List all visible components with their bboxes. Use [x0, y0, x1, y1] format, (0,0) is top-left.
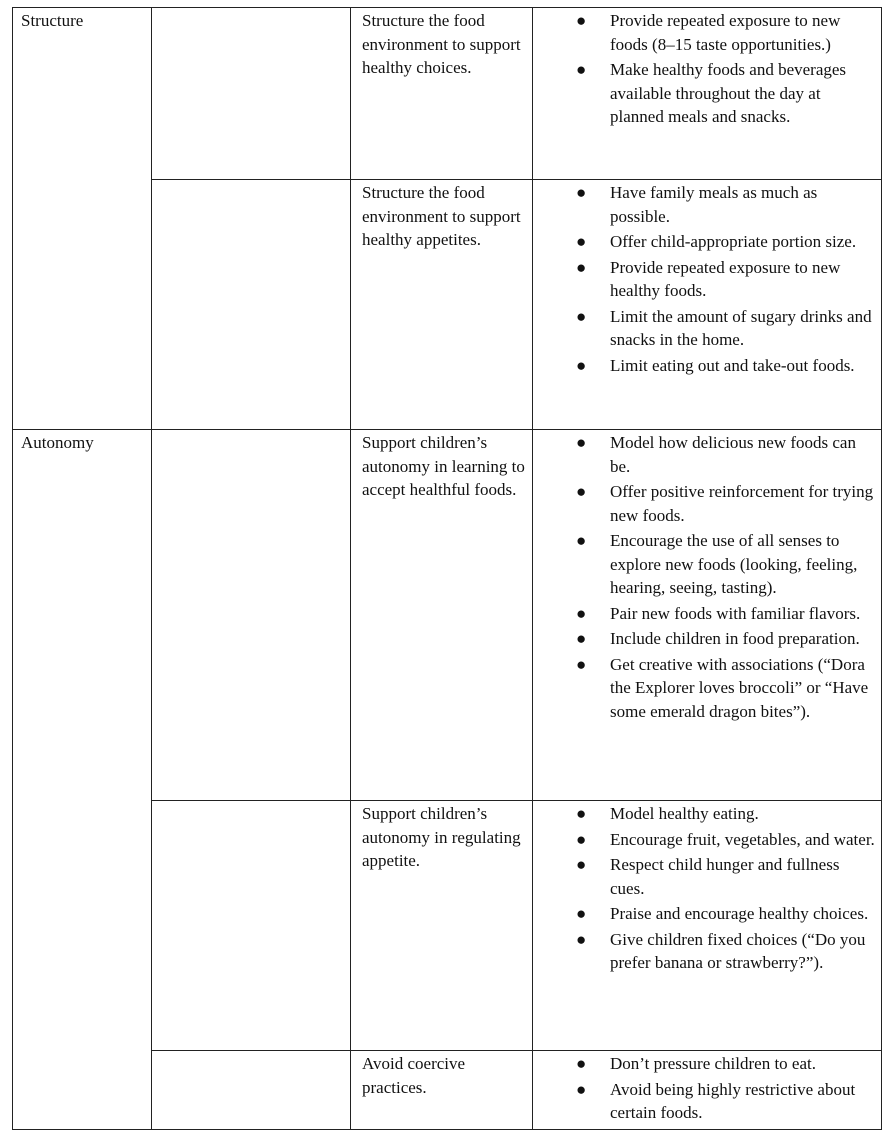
- tip-text: Encourage the use of all senses to explore new foods (looking, feeling, hearing, seeing, tasting).: [610, 531, 858, 597]
- list-item: [533, 181, 877, 228]
- tip-text: Include children in food preparation.: [610, 629, 860, 648]
- list-item: [533, 853, 877, 900]
- list-item: [533, 1078, 877, 1125]
- table-row: [13, 430, 882, 801]
- bullet-icon: ●: [576, 433, 587, 452]
- table-row: [13, 8, 882, 180]
- list-item: [533, 305, 877, 352]
- bullet-icon: ●: [576, 629, 587, 648]
- goal-cell: [351, 430, 533, 801]
- list-item: [533, 1052, 877, 1076]
- list-item: [533, 529, 877, 600]
- tips-list: [533, 8, 881, 133]
- strategy-table: [12, 7, 882, 1130]
- tip-text: Offer child-appropriate portion size.: [610, 232, 857, 251]
- tip-text: Model how delicious new foods can be.: [610, 433, 856, 476]
- tip-text: Have family meals as much as possible.: [610, 183, 818, 226]
- list-item: [533, 928, 877, 975]
- list-item: [533, 9, 877, 56]
- bullet-icon: ●: [576, 232, 587, 251]
- bullet-icon: ●: [576, 531, 587, 550]
- bullet-icon: ●: [576, 482, 587, 501]
- bullet-icon: ●: [576, 603, 587, 623]
- bullet-icon: ●: [576, 11, 587, 30]
- bullet-icon: ●: [576, 183, 587, 202]
- list-item: [533, 431, 877, 478]
- tips-list: [533, 180, 881, 381]
- tips-cell: [533, 430, 882, 801]
- tip-text: Model healthy eating.: [610, 804, 759, 823]
- tip-text: Make healthy foods and beverages available throughout the day at planned meals and snacks.: [610, 60, 847, 126]
- bullet-icon: ●: [576, 355, 587, 375]
- bullet-icon: ●: [576, 929, 587, 949]
- tips-cell: [533, 180, 882, 430]
- tips-list: [533, 1051, 881, 1129]
- tip-text: Get creative with associations (“Dora the Explorer loves broccoli” or “Have some emerald dragon bites”).: [610, 654, 869, 721]
- goal-cell: [351, 8, 533, 180]
- bullet-icon: ●: [576, 306, 587, 326]
- tip-text: Avoid being highly restrictive about certain foods.: [610, 1079, 856, 1122]
- theme-label: Autonomy: [21, 433, 94, 452]
- tip-text: Provide repeated exposure to new foods (8–15 taste opportunities.): [610, 11, 841, 54]
- list-item: [533, 480, 877, 527]
- tips-cell: [533, 1051, 882, 1130]
- tip-text: Encourage fruit, vegetables, and water.: [610, 829, 875, 849]
- tips-list: [533, 430, 881, 727]
- subtheme-cell: [152, 430, 351, 801]
- goal-text: Structure the food environment to support healthy choices.: [362, 11, 521, 77]
- bullet-icon: ●: [576, 654, 587, 674]
- tip-text: Limit eating out and take-out foods.: [610, 355, 855, 375]
- goal-cell: [351, 180, 533, 430]
- goal-text: Structure the food environment to support healthy appetites.: [362, 183, 521, 249]
- list-item: [533, 653, 877, 724]
- goal-text: Support children’s autonomy in learning to accept healthful foods.: [362, 433, 525, 499]
- theme-label: Structure: [21, 11, 84, 30]
- bullet-icon: ●: [576, 804, 587, 823]
- bullet-icon: ●: [576, 829, 587, 849]
- list-item: [533, 828, 877, 852]
- subtheme-cell: [152, 180, 351, 430]
- list-item: [533, 58, 877, 129]
- bullet-icon: ●: [576, 60, 587, 79]
- list-item: [533, 256, 877, 303]
- tip-text: Respect child hunger and fullness cues.: [610, 855, 840, 898]
- list-item: [533, 354, 877, 378]
- tips-list: [533, 801, 881, 979]
- list-item: [533, 230, 877, 254]
- subtheme-cell: [152, 8, 351, 180]
- bullet-icon: ●: [576, 1079, 587, 1099]
- tip-text: Limit the amount of sugary drinks and snacks in the home.: [610, 306, 872, 349]
- goal-cell: [351, 801, 533, 1051]
- tip-text: Provide repeated exposure to new healthy foods.: [610, 257, 841, 300]
- bullet-icon: ●: [576, 1054, 587, 1073]
- list-item: [533, 602, 877, 626]
- theme-cell-structure: [13, 8, 152, 430]
- tip-text: Offer positive reinforcement for trying new foods.: [610, 482, 874, 525]
- tip-text: Don’t pressure children to eat.: [610, 1054, 816, 1073]
- bullet-icon: ●: [576, 257, 587, 277]
- subtheme-cell: [152, 801, 351, 1051]
- tips-cell: [533, 801, 882, 1051]
- goal-text: Avoid coercive practices.: [362, 1054, 466, 1097]
- tips-cell: [533, 8, 882, 180]
- goal-text: Support children’s autonomy in regulating appetite.: [362, 804, 521, 870]
- goal-cell: [351, 1051, 533, 1130]
- list-item: [533, 902, 877, 926]
- list-item: [533, 802, 877, 826]
- bullet-icon: ●: [576, 855, 587, 874]
- tip-text: Give children fixed choices (“Do you prefer banana or strawberry?”).: [610, 929, 866, 972]
- bullet-icon: ●: [576, 904, 587, 923]
- tip-text: Praise and encourage healthy choices.: [610, 904, 869, 923]
- theme-cell-autonomy: [13, 430, 152, 1130]
- subtheme-cell: [152, 1051, 351, 1130]
- tip-text: Pair new foods with familiar flavors.: [610, 603, 861, 623]
- list-item: [533, 627, 877, 651]
